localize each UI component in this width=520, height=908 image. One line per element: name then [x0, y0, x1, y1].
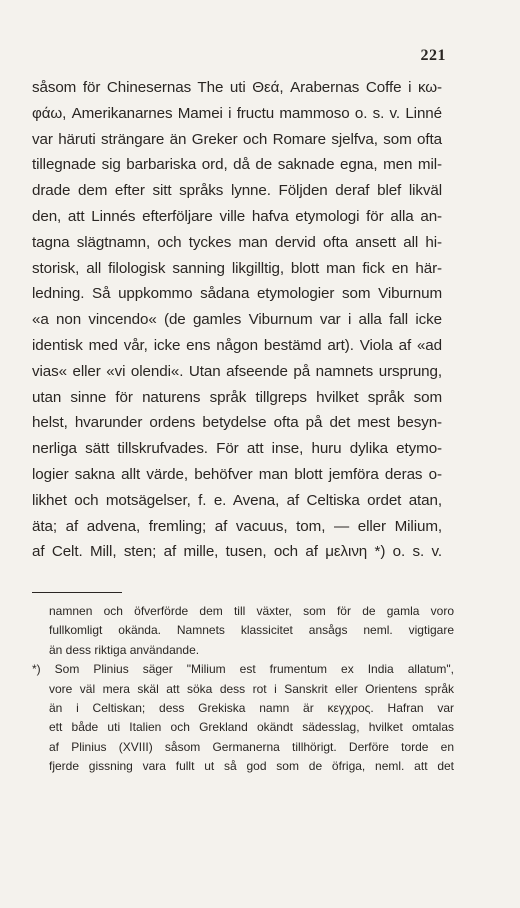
- text-line: likhet och motsägelser, f. e. Avena, af Celtiska ordet atan,: [32, 491, 442, 509]
- text-line: utan sinne för naturens språk tillgreps hvilket språk som: [32, 388, 442, 406]
- footnote-line: namnen och öfverförde dem till växter, som för de gamla voro: [49, 604, 454, 618]
- footnote-line: *) Som Plinius säger "Milium est frumentum ex India allatum",: [32, 662, 454, 677]
- text-line: vias« eller «vi olendi«. Utan afseende på namnets ursprung,: [32, 362, 442, 380]
- text-line: af Celt. Mill, sten; af mille, tusen, och af μελινη *) o. s. v.: [32, 543, 442, 561]
- text-line: nerliga sätt tillskrufvades. För att inse, huru dylika etymo-: [32, 440, 442, 458]
- text-line: helst, hvarunder ordens betydelse ofta på det mest besyn-: [32, 414, 442, 432]
- text-line: tillegnade sig barbariska ord, då de saknade egna, men mil-: [32, 156, 442, 174]
- footnote-line: än dess riktiga användande.: [49, 642, 200, 657]
- footnote-divider: [32, 592, 122, 593]
- text-line: äta; af advena, fremling; af vacuus, tom, — eller Milium,: [32, 517, 442, 535]
- text-line: var häruti strängare än Greker och Romare sjelfva, som ofta: [32, 130, 442, 148]
- footnotes: [32, 602, 454, 777]
- main-text: [32, 75, 442, 565]
- text-line: storisk, all filologisk sanning likgilltig, blott man fick en här-: [32, 259, 442, 277]
- text-line: den, att Linnés efterföljare ville hafva etymologi för alla an-: [32, 207, 442, 225]
- text-line: ledning. Så uppkommo sådana etymologier som Viburnum: [32, 285, 442, 303]
- text-line: φάω, Amerikanarnes Mamei i fructu mammoso o. s. v. Linné: [32, 104, 442, 122]
- text-line: tagna slägtnamn, och tyckes man dervid ofta ansett all hi-: [32, 233, 442, 251]
- text-line: logier sakna allt värde, behöfver man blott jemföra deras o-: [32, 465, 442, 483]
- text-line: identisk med vår, icke ens någon bestämd art). Viola af «ad: [32, 336, 442, 354]
- footnote-line: än i Celtiskan; dess Grekiska namn är κεγχρος. Hafran var: [49, 701, 454, 716]
- footnote-line: af Plinius (XVIII) såsom Germanerna tillhörigt. Derföre torde en: [49, 739, 454, 754]
- footnote-line: fullkomligt okända. Namnets klassicitet ansågs neml. vigtigare: [49, 623, 454, 638]
- footnote-line: ett både uti Italien och Grekland okändt sädesslag, hvilket omtalas: [49, 720, 454, 735]
- text-line: «a non vincendo« (de gamles Viburnum var i alla fall icke: [32, 311, 442, 329]
- text-line: såsom för Chinesernas The uti Θεά, Arabernas Coffe i κω-: [32, 79, 442, 96]
- page-number: 221: [420, 47, 446, 64]
- text-line: drade dem efter sitt språks lynne. Följden deraf blef likväl: [32, 182, 442, 200]
- footnote-line: vore väl mera skäl att söka dess rot i Sanskrit eller Orientens språk: [49, 681, 454, 696]
- footnote-line: fjerde gissning vara fullt ut så god som de öfriga, neml. att det: [49, 759, 454, 774]
